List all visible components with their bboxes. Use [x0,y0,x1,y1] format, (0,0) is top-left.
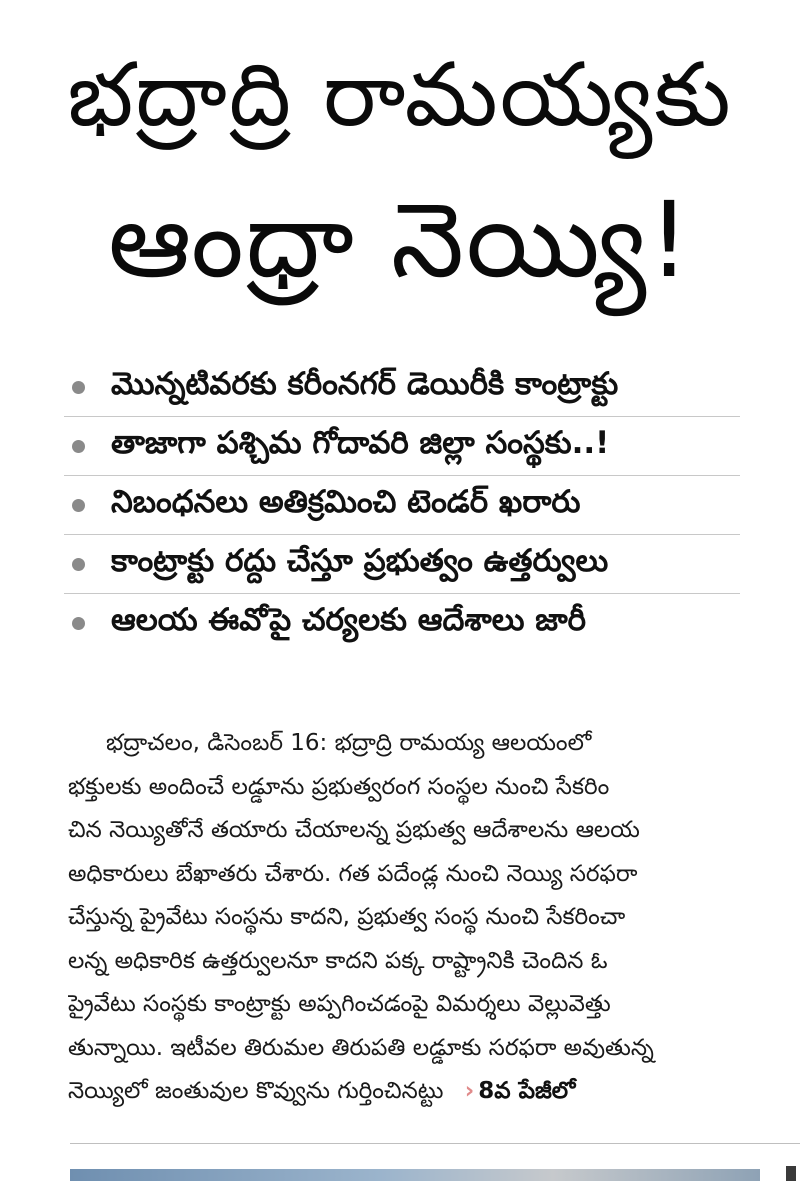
bullet-text: నిబంధనలు అతిక్రమించి టెండర్ ఖరారు [111,483,581,520]
article-line: ప్రైవేటు సంస్థకు కాంట్రాక్టు అప్పగించడంపై విమర్శలు వెల్లువెత్తు [68,991,611,1017]
bullet-text: కాంట్రాక్టు రద్దు చేస్తూ ప్రభుత్వం ఉత్తర్వులు [111,542,609,579]
article-line: తున్నాయి. ఇటీవల తిరుమల తిరుపతి లడ్డూకు సరఫరా అవుతున్న [68,1034,654,1061]
bullet-text: మొన్నటివరకు కరీంనగర్ డెయిరీకి కాంట్రాక్టు [111,365,619,402]
edge-mark [786,1166,796,1181]
article-body [68,722,752,1114]
bullet-text: ఆలయ ఈవోపై చర్యలకు ఆదేశాలు జారీ [111,601,587,638]
bullet-icon [72,440,85,453]
bullet-item [64,594,740,652]
bullet-item [64,476,740,535]
bullet-item [64,535,740,594]
bullet-icon [72,499,85,512]
continued-label: 8వ పేజీలో [478,1078,576,1104]
article-line: భక్తులకు అందించే లడ్డూను ప్రభుత్వరంగ సంస్థల నుంచి సేకరిం [68,773,610,800]
article-line-text: భద్రాద్రి రామయ్య ఆలయంలో [334,730,592,756]
headline-line-2: ఆంధ్రా నెయ్యి! [108,179,692,301]
article-line: అధికారులు బేఖాతరు చేశారు. గత పదేండ్ల నుంచి నెయ్యి సరఫరా [68,860,638,887]
headline-line-1: భద్రాద్రి రామయ్యకు [67,43,733,146]
article-line: చిన నెయ్యితోనే తయారు చేయాలన్న ప్రభుత్వ ఆదేశాలను ఆలయ [68,817,640,843]
photo-edge [70,1169,760,1181]
bullet-text: తాజాగా పశ్చిమ గోదావరి జిల్లా సంస్థకు..! [111,424,610,461]
article-line: లన్న అధికారిక ఉత్తర్వులనూ కాదని పక్క రాష్ట్రానికి చెందిన ఓ [68,947,608,974]
continued-on-page-link[interactable] [465,1070,576,1114]
bullet-icon [72,617,85,630]
chevron-right-icon: › [464,1078,475,1104]
article-line [68,722,752,766]
bullet-item [64,358,740,417]
bullet-list [64,358,740,652]
section-divider [70,1143,800,1144]
bullet-item [64,417,740,476]
article-line: చేస్తున్న ప్రైవేటు సంస్థను కాదని, ప్రభుత్వ సంస్థ నుంచి సేకరించా [68,904,626,930]
bullet-icon [72,558,85,571]
bullet-icon [72,381,85,394]
article-line [68,1070,752,1114]
article-dateline: భద్రాచలం, డిసెంబర్ 16: [106,730,328,756]
article-line-text: నెయ్యిలో జంతువుల కొవ్వును గుర్తించినట్టు [68,1078,444,1104]
